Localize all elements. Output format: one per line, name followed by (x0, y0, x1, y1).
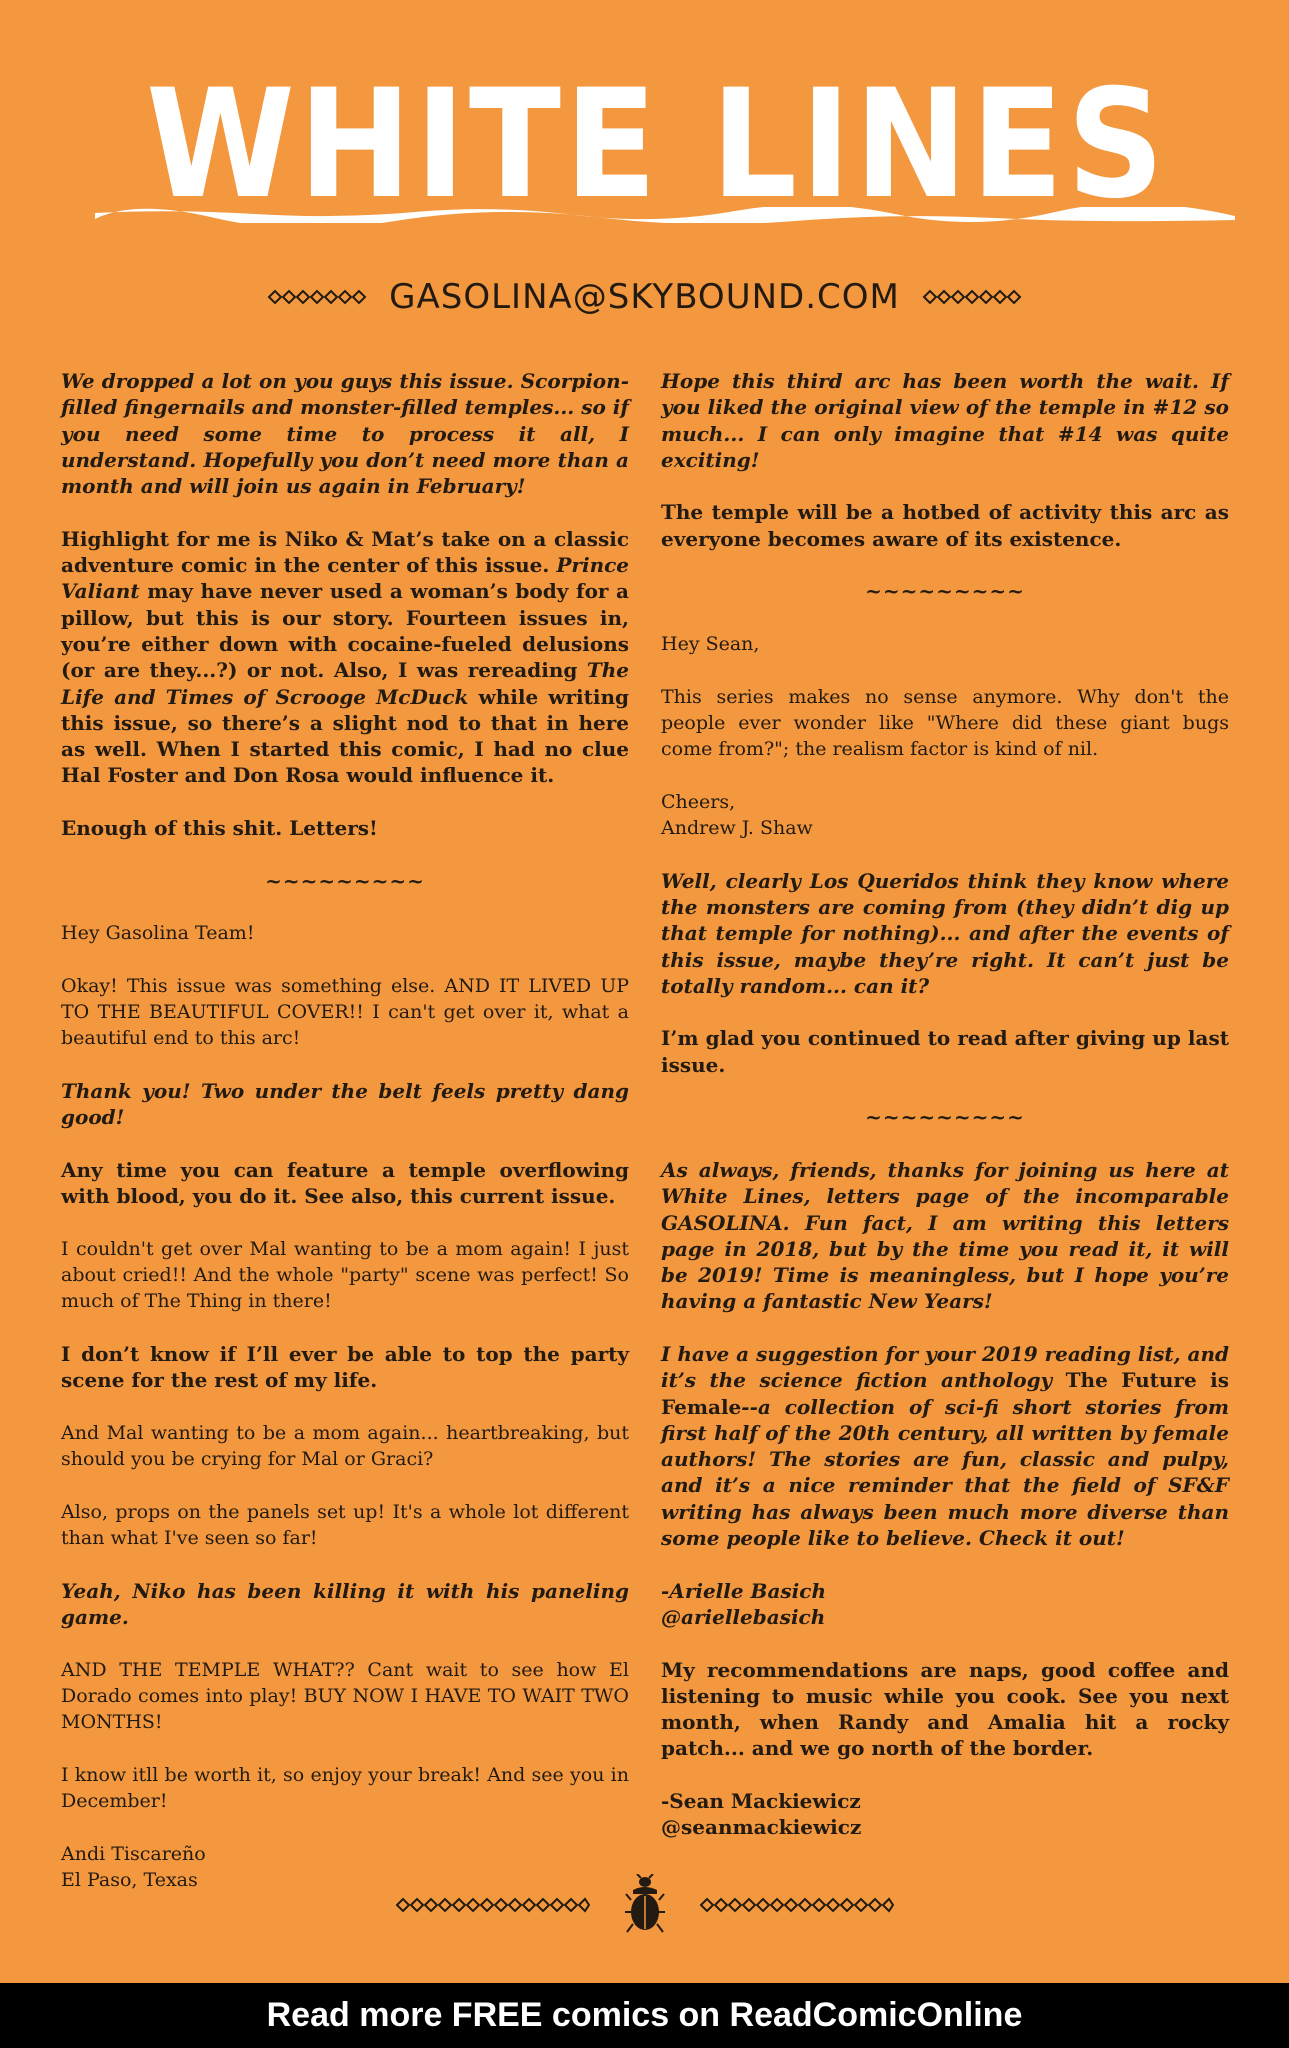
letter-paragraph: Okay! This issue was something else. AND IT LIVED UP TO THE BEAUTIFUL COVER!! I can't get over it, what a beautiful end to this arc! (61, 974, 629, 1050)
right-column (661, 368, 1229, 1867)
signature-name: -Sean Mackiewicz (661, 1789, 861, 1814)
signature-handle: @seanmackiewicz (661, 1815, 862, 1840)
book-title: The Life and Times of Scrooge McDuck (61, 658, 629, 709)
tilde-separator: ~~~~~~~~~ (865, 1105, 1025, 1130)
letter-signoff-place: El Paso, Texas (61, 1868, 198, 1891)
editor-reply: Hope this third arc has been worth the wait. If you liked the original view of the temple in #12 so much... I can only imagine that #14 was quite exciting! (661, 369, 1229, 472)
letter-paragraph: And Mal wanting to be a mom again... heartbreaking, but should you be crying for Mal or Graci? (61, 1421, 629, 1471)
editor-reply: Any time you can feature a temple overflowing with blood, you do it. See also, this current issue. (61, 1157, 629, 1209)
page-title: WHITE LINES (146, 58, 1168, 232)
bottom-ornament (0, 1870, 1289, 1940)
editor-closing: My recommendations are naps, good coffee and listening to music while you cook. See you next month, when Randy and Amalia hit a rocky patch... and we go north of the border. (661, 1657, 1229, 1761)
editor-reply: I don’t know if I’ll ever be able to top the party scene for the rest of my life. (61, 1341, 629, 1393)
letter-paragraph: I couldn't get over Mal wanting to be a mom again! I just about cried!! And the whole "party" scene was perfect! So much of The Thing in there! (61, 1237, 629, 1313)
signature-handle: @ariellebasich (661, 1604, 826, 1629)
letter-paragraph: AND THE TEMPLE WHAT?? Cant wait to see how El Dorado comes into play! BUY NOW I HAVE TO WAIT TWO MONTHS! (61, 1658, 629, 1734)
scarab-beetle-icon (625, 1874, 665, 1936)
letter-paragraph: Also, props on the panels set up! It's a whole lot different than what I've seen so far! (61, 1500, 629, 1550)
left-column (61, 368, 629, 1920)
editor-highlight: Highlight for me is Niko & Mat’s take on a classic adventure comic in the center of this issue. Prince Valiant may have never used a woman’s body for a pillow, but this is our story. Fourteen issues in, you’re either down with cocaine-fueled delusions (or are they...?) or not. Also, I was rereading The Life and Times of Scrooge McDuck while writing this issue, so there’s a slight nod to that in here as well. When I started this comic, I had no clue Hal Foster and Don Rosa would influence it. (61, 526, 630, 788)
editor-reply: The temple will be a hotbed of activity this arc as everyone becomes aware of its existence. (661, 500, 1229, 551)
editor-reply: Well, clearly Los Queridos think they know where the monsters are coming from (they didn’t dig up that temple for nothing)... and after the events of this issue, maybe they’re right. It can’t just be totally random... can it? (661, 868, 1229, 998)
diamond-chain-icon (922, 289, 1022, 305)
tilde-separator: ~~~~~~~~~ (265, 868, 425, 893)
signature-name: -Arielle Basich (661, 1578, 826, 1603)
diamond-chain-icon (395, 1897, 591, 1913)
title-paint-smear (95, 207, 1235, 223)
letter-greeting: Hey Sean, (661, 632, 760, 655)
editor-note: Enough of this shit. Letters! (61, 816, 378, 841)
editor-reply: Thank you! Two under the belt feels pretty dang good! (61, 1079, 629, 1130)
book-title: Prince Valiant (61, 553, 630, 604)
tilde-separator: ~~~~~~~~~ (865, 579, 1025, 604)
email-address[interactable]: GASOLINA@SKYBOUND.COM (389, 277, 900, 317)
letter-greeting: Hey Gasolina Team! (61, 922, 255, 945)
email-row (0, 272, 1289, 322)
letter-cheers: Cheers, (661, 790, 736, 813)
letter-signoff-name: Andi Tiscareño (61, 1842, 206, 1865)
editor-reply: I’m glad you continued to read after giving up last issue. (661, 1026, 1229, 1077)
diamond-chain-icon (699, 1897, 895, 1913)
editor-intro: We dropped a lot on you guys this issue. Scorpion-filled fingernails and monster-filled temples... so if you need some time to process it all, I understand. Hopefully you don’t need more than a month and will join us again in February! (61, 369, 629, 499)
editor-reply: Yeah, Niko has been killing it with his paneling game. (61, 1578, 629, 1629)
editor-recommendation: I have a suggestion for your 2019 reading list, and it’s the science fiction anthology The Future is Female--a collection of sci-fi short stories from first half of the 20th century, all written by female authors! The stories are fun, classic and pulpy, and it’s a nice reminder that the field of SF&F writing has always been much more diverse than some people like to believe. Check it out! (661, 1341, 1229, 1551)
letter-paragraph: This series makes no sense anymore. Why don't the people ever wonder like "Where did these giant bugs come from?"; the realism factor is kind of nil. (661, 685, 1229, 761)
book-title: The Future is Female (661, 1368, 1229, 1419)
editor-closing: As always, friends, thanks for joining us here at White Lines, letters page of the incomparable GASOLINA. Fun fact, I am writing this letters page in 2018, but by the time you read it, it will be 2019! Time is meaningless, but I hope you’re having a fantastic New Years! (661, 1157, 1229, 1314)
letter-paragraph: I know itll be worth it, so enjoy your break! And see you in December! (61, 1763, 629, 1813)
diamond-chain-icon (267, 289, 367, 305)
letter-signoff-name: Andrew J. Shaw (661, 817, 813, 840)
footer-banner[interactable]: Read more FREE comics on ReadComicOnline (0, 1983, 1289, 2048)
